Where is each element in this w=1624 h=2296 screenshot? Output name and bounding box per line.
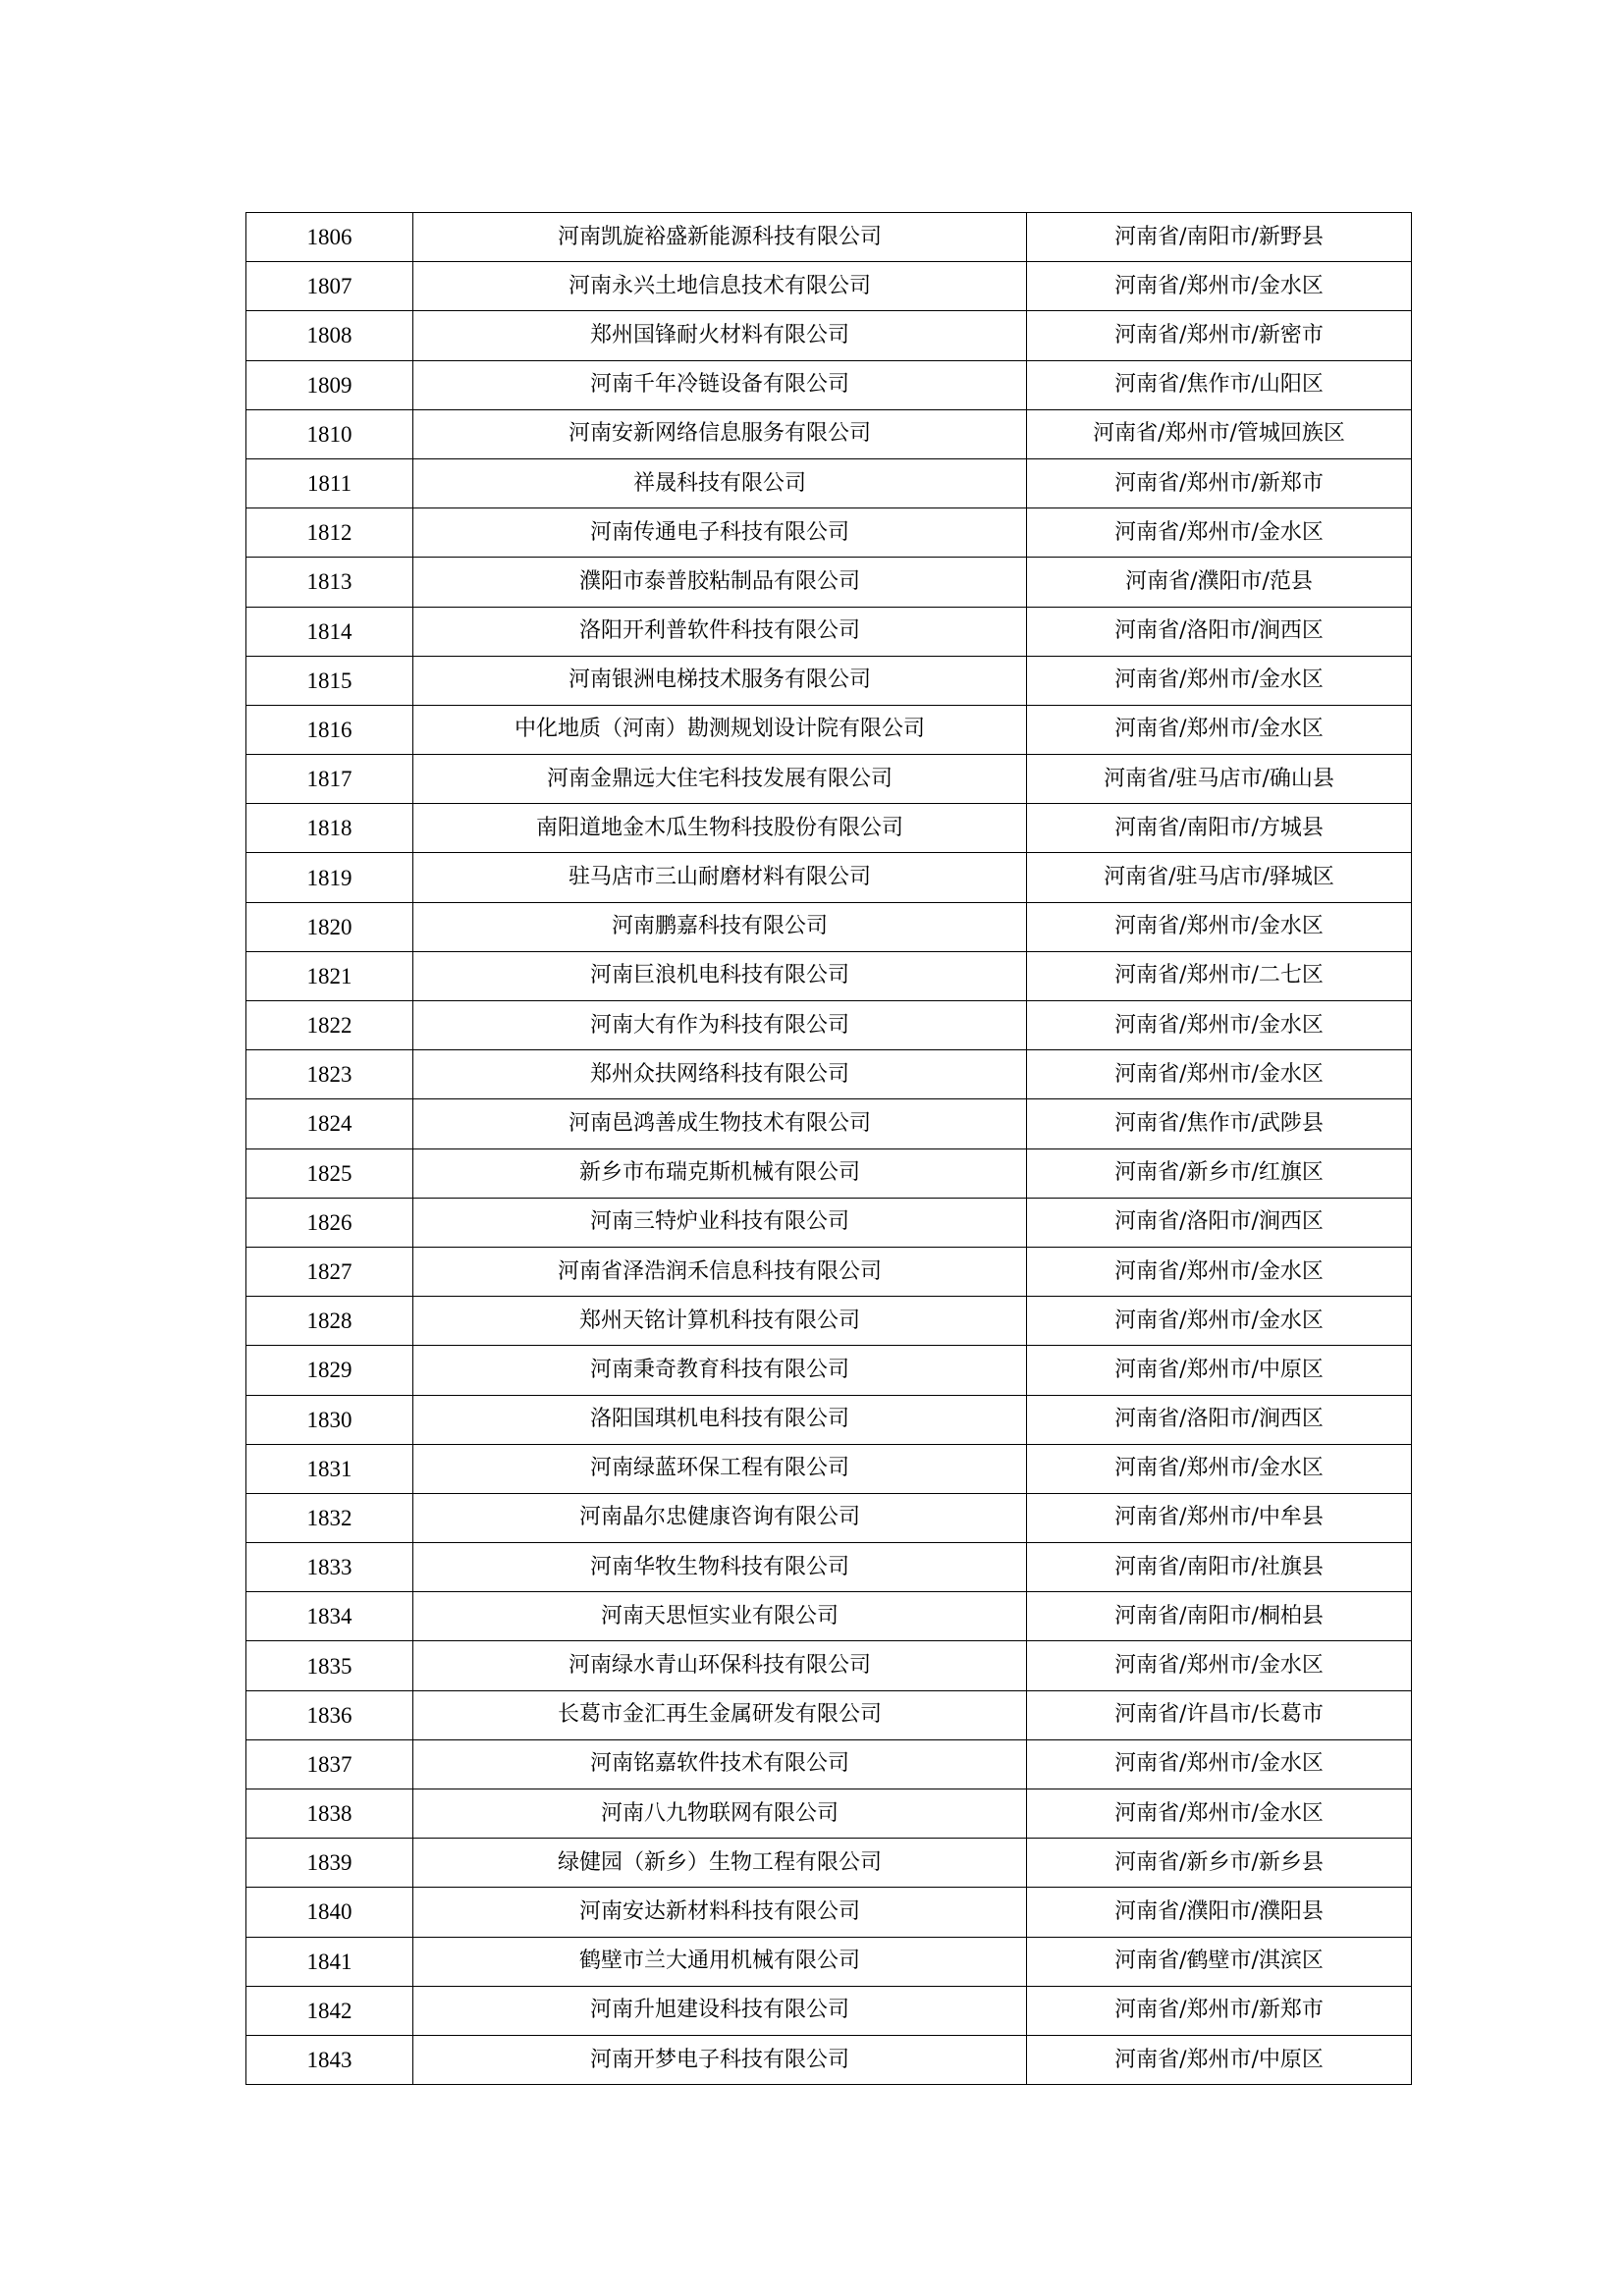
row-number-cell: 1831 xyxy=(246,1444,413,1493)
region-cell: 河南省/南阳市/社旗县 xyxy=(1027,1543,1412,1592)
table-row xyxy=(246,1247,1412,1296)
table-row xyxy=(246,1297,1412,1346)
row-number-cell: 1815 xyxy=(246,656,413,705)
company-name-cell: 中化地质（河南）勘测规划设计院有限公司 xyxy=(413,705,1027,754)
table-row xyxy=(246,1148,1412,1198)
table-row xyxy=(246,1839,1412,1888)
company-name-cell: 长葛市金汇再生金属研发有限公司 xyxy=(413,1690,1027,1739)
table-row xyxy=(246,2035,1412,2084)
region-cell: 河南省/郑州市/金水区 xyxy=(1027,1789,1412,1839)
table-row xyxy=(246,311,1412,360)
company-name-cell: 濮阳市泰普胶粘制品有限公司 xyxy=(413,558,1027,607)
row-number-cell: 1820 xyxy=(246,902,413,951)
region-cell: 河南省/郑州市/中原区 xyxy=(1027,2035,1412,2084)
row-number-cell: 1836 xyxy=(246,1690,413,1739)
region-cell: 河南省/郑州市/新郑市 xyxy=(1027,458,1412,507)
company-name-cell: 河南绿水青山环保科技有限公司 xyxy=(413,1641,1027,1690)
region-cell: 河南省/焦作市/武陟县 xyxy=(1027,1099,1412,1148)
company-name-cell: 河南铭嘉软件技术有限公司 xyxy=(413,1739,1027,1789)
table-row xyxy=(246,1592,1412,1641)
row-number-cell: 1839 xyxy=(246,1839,413,1888)
table-body xyxy=(246,213,1412,2085)
row-number-cell: 1823 xyxy=(246,1050,413,1099)
region-cell: 河南省/许昌市/长葛市 xyxy=(1027,1690,1412,1739)
region-cell: 河南省/郑州市/二七区 xyxy=(1027,951,1412,1000)
row-number-cell: 1819 xyxy=(246,853,413,902)
region-cell: 河南省/郑州市/金水区 xyxy=(1027,508,1412,558)
company-name-cell: 河南传通电子科技有限公司 xyxy=(413,508,1027,558)
company-name-cell: 河南升旭建设科技有限公司 xyxy=(413,1986,1027,2035)
table-row xyxy=(246,1543,1412,1592)
region-cell: 河南省/郑州市/金水区 xyxy=(1027,1641,1412,1690)
company-name-cell: 绿健园（新乡）生物工程有限公司 xyxy=(413,1839,1027,1888)
table-row xyxy=(246,1641,1412,1690)
company-name-cell: 河南凯旋裕盛新能源科技有限公司 xyxy=(413,213,1027,262)
region-cell: 河南省/郑州市/中原区 xyxy=(1027,1346,1412,1395)
row-number-cell: 1838 xyxy=(246,1789,413,1839)
table-row xyxy=(246,1739,1412,1789)
table-row xyxy=(246,1001,1412,1050)
company-name-cell: 河南大有作为科技有限公司 xyxy=(413,1001,1027,1050)
row-number-cell: 1843 xyxy=(246,2035,413,2084)
region-cell: 河南省/新乡市/新乡县 xyxy=(1027,1839,1412,1888)
company-name-cell: 河南邑鸿善成生物技术有限公司 xyxy=(413,1099,1027,1148)
company-name-cell: 鹤壁市兰大通用机械有限公司 xyxy=(413,1937,1027,1986)
region-cell: 河南省/郑州市/金水区 xyxy=(1027,705,1412,754)
row-number-cell: 1830 xyxy=(246,1395,413,1444)
company-name-cell: 驻马店市三山耐磨材料有限公司 xyxy=(413,853,1027,902)
company-name-cell: 南阳道地金木瓜生物科技股份有限公司 xyxy=(413,804,1027,853)
company-name-cell: 郑州天铭计算机科技有限公司 xyxy=(413,1297,1027,1346)
row-number-cell: 1808 xyxy=(246,311,413,360)
table-row xyxy=(246,1493,1412,1542)
region-cell: 河南省/郑州市/金水区 xyxy=(1027,656,1412,705)
region-cell: 河南省/焦作市/山阳区 xyxy=(1027,360,1412,409)
table-row xyxy=(246,951,1412,1000)
table-row xyxy=(246,1986,1412,2035)
row-number-cell: 1824 xyxy=(246,1099,413,1148)
table-row xyxy=(246,1888,1412,1937)
row-number-cell: 1826 xyxy=(246,1198,413,1247)
region-cell: 河南省/南阳市/新野县 xyxy=(1027,213,1412,262)
row-number-cell: 1840 xyxy=(246,1888,413,1937)
table-row xyxy=(246,1789,1412,1839)
region-cell: 河南省/郑州市/新密市 xyxy=(1027,311,1412,360)
company-name-cell: 河南天思恒实业有限公司 xyxy=(413,1592,1027,1641)
row-number-cell: 1832 xyxy=(246,1493,413,1542)
region-cell: 河南省/郑州市/金水区 xyxy=(1027,1739,1412,1789)
table-row xyxy=(246,458,1412,507)
table-row xyxy=(246,1690,1412,1739)
row-number-cell: 1835 xyxy=(246,1641,413,1690)
region-cell: 河南省/濮阳市/范县 xyxy=(1027,558,1412,607)
company-name-cell: 河南秉奇教育科技有限公司 xyxy=(413,1346,1027,1395)
table-row xyxy=(246,508,1412,558)
table-row xyxy=(246,656,1412,705)
company-list-table xyxy=(245,212,1412,2085)
region-cell: 河南省/郑州市/中牟县 xyxy=(1027,1493,1412,1542)
region-cell: 河南省/洛阳市/涧西区 xyxy=(1027,1395,1412,1444)
row-number-cell: 1811 xyxy=(246,458,413,507)
company-name-cell: 河南永兴土地信息技术有限公司 xyxy=(413,262,1027,311)
table-row xyxy=(246,804,1412,853)
company-name-cell: 洛阳国琪机电科技有限公司 xyxy=(413,1395,1027,1444)
table-row xyxy=(246,902,1412,951)
row-number-cell: 1822 xyxy=(246,1001,413,1050)
region-cell: 河南省/南阳市/方城县 xyxy=(1027,804,1412,853)
row-number-cell: 1827 xyxy=(246,1247,413,1296)
region-cell: 河南省/郑州市/金水区 xyxy=(1027,1444,1412,1493)
row-number-cell: 1812 xyxy=(246,508,413,558)
company-name-cell: 河南安新网络信息服务有限公司 xyxy=(413,409,1027,458)
region-cell: 河南省/濮阳市/濮阳县 xyxy=(1027,1888,1412,1937)
table-row xyxy=(246,558,1412,607)
row-number-cell: 1842 xyxy=(246,1986,413,2035)
row-number-cell: 1829 xyxy=(246,1346,413,1395)
row-number-cell: 1813 xyxy=(246,558,413,607)
region-cell: 河南省/新乡市/红旗区 xyxy=(1027,1148,1412,1198)
region-cell: 河南省/郑州市/管城回族区 xyxy=(1027,409,1412,458)
company-name-cell: 祥晟科技有限公司 xyxy=(413,458,1027,507)
region-cell: 河南省/驻马店市/驿城区 xyxy=(1027,853,1412,902)
company-name-cell: 河南八九物联网有限公司 xyxy=(413,1789,1027,1839)
company-name-cell: 河南安达新材料科技有限公司 xyxy=(413,1888,1027,1937)
row-number-cell: 1818 xyxy=(246,804,413,853)
company-name-cell: 河南巨浪机电科技有限公司 xyxy=(413,951,1027,1000)
region-cell: 河南省/郑州市/新郑市 xyxy=(1027,1986,1412,2035)
company-name-cell: 河南三特炉业科技有限公司 xyxy=(413,1198,1027,1247)
table-row xyxy=(246,1346,1412,1395)
row-number-cell: 1821 xyxy=(246,951,413,1000)
company-name-cell: 河南省泽浩润禾信息科技有限公司 xyxy=(413,1247,1027,1296)
row-number-cell: 1809 xyxy=(246,360,413,409)
row-number-cell: 1814 xyxy=(246,607,413,656)
table-row xyxy=(246,213,1412,262)
row-number-cell: 1841 xyxy=(246,1937,413,1986)
table-row xyxy=(246,1099,1412,1148)
region-cell: 河南省/郑州市/金水区 xyxy=(1027,1050,1412,1099)
table-row xyxy=(246,1395,1412,1444)
table-row xyxy=(246,409,1412,458)
region-cell: 河南省/郑州市/金水区 xyxy=(1027,1247,1412,1296)
table-row xyxy=(246,1198,1412,1247)
table-row xyxy=(246,755,1412,804)
region-cell: 河南省/郑州市/金水区 xyxy=(1027,1001,1412,1050)
region-cell: 河南省/洛阳市/涧西区 xyxy=(1027,1198,1412,1247)
row-number-cell: 1825 xyxy=(246,1148,413,1198)
table-row xyxy=(246,262,1412,311)
company-name-cell: 河南开梦电子科技有限公司 xyxy=(413,2035,1027,2084)
region-cell: 河南省/驻马店市/确山县 xyxy=(1027,755,1412,804)
row-number-cell: 1807 xyxy=(246,262,413,311)
table-row xyxy=(246,705,1412,754)
company-name-cell: 河南金鼎远大住宅科技发展有限公司 xyxy=(413,755,1027,804)
table-row xyxy=(246,1937,1412,1986)
region-cell: 河南省/郑州市/金水区 xyxy=(1027,262,1412,311)
table-row xyxy=(246,1444,1412,1493)
table-row xyxy=(246,1050,1412,1099)
region-cell: 河南省/洛阳市/涧西区 xyxy=(1027,607,1412,656)
row-number-cell: 1810 xyxy=(246,409,413,458)
table-row xyxy=(246,607,1412,656)
company-name-cell: 洛阳开利普软件科技有限公司 xyxy=(413,607,1027,656)
row-number-cell: 1828 xyxy=(246,1297,413,1346)
company-name-cell: 河南鹏嘉科技有限公司 xyxy=(413,902,1027,951)
company-name-cell: 河南千年冷链设备有限公司 xyxy=(413,360,1027,409)
row-number-cell: 1806 xyxy=(246,213,413,262)
company-name-cell: 郑州众扶网络科技有限公司 xyxy=(413,1050,1027,1099)
region-cell: 河南省/郑州市/金水区 xyxy=(1027,1297,1412,1346)
row-number-cell: 1833 xyxy=(246,1543,413,1592)
region-cell: 河南省/郑州市/金水区 xyxy=(1027,902,1412,951)
row-number-cell: 1816 xyxy=(246,705,413,754)
company-name-cell: 河南绿蓝环保工程有限公司 xyxy=(413,1444,1027,1493)
company-name-cell: 郑州国锋耐火材料有限公司 xyxy=(413,311,1027,360)
company-name-cell: 新乡市布瑞克斯机械有限公司 xyxy=(413,1148,1027,1198)
row-number-cell: 1834 xyxy=(246,1592,413,1641)
table-row xyxy=(246,853,1412,902)
row-number-cell: 1817 xyxy=(246,755,413,804)
company-name-cell: 河南华牧生物科技有限公司 xyxy=(413,1543,1027,1592)
table-row xyxy=(246,360,1412,409)
company-name-cell: 河南银洲电梯技术服务有限公司 xyxy=(413,656,1027,705)
region-cell: 河南省/南阳市/桐柏县 xyxy=(1027,1592,1412,1641)
company-name-cell: 河南晶尔忠健康咨询有限公司 xyxy=(413,1493,1027,1542)
region-cell: 河南省/鹤壁市/淇滨区 xyxy=(1027,1937,1412,1986)
row-number-cell: 1837 xyxy=(246,1739,413,1789)
